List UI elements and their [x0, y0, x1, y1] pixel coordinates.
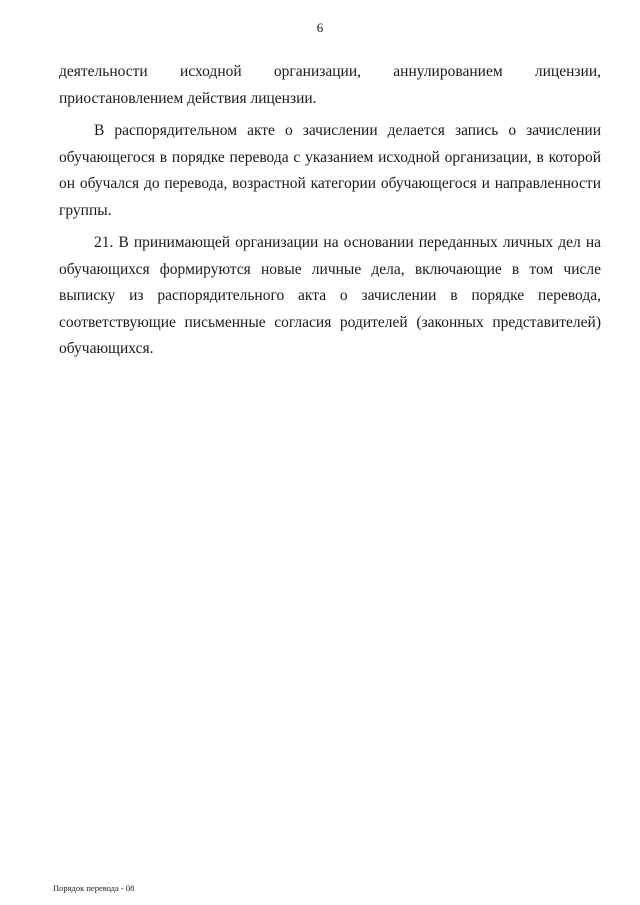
paragraph-item-21: 21. В принимающей организации на основании переданных личных дел на обучающихся формируются новые личные дела, включающие в том числе выписку из распорядительного акта о зачислении в порядке перевода, соответствующие письменные согласия родителей (законных представителей) обучающихся. [59, 234, 601, 357]
paragraph-enrollment-record: В распорядительном акте о зачислении делается запись о зачислении обучающегося в порядке перевода с указанием исходной организации, в которой он обучался до перевода, возрастной категории обучающегося и направленности группы. [59, 122, 601, 219]
page-number: 6 [316, 20, 324, 35]
paragraph-continuation: деятельности исходной организации, аннулированием лицензии, приостановлением действия лицензии. [59, 63, 601, 107]
document-body [59, 59, 601, 363]
page-footer: Порядок перевода - 08 [53, 883, 135, 893]
